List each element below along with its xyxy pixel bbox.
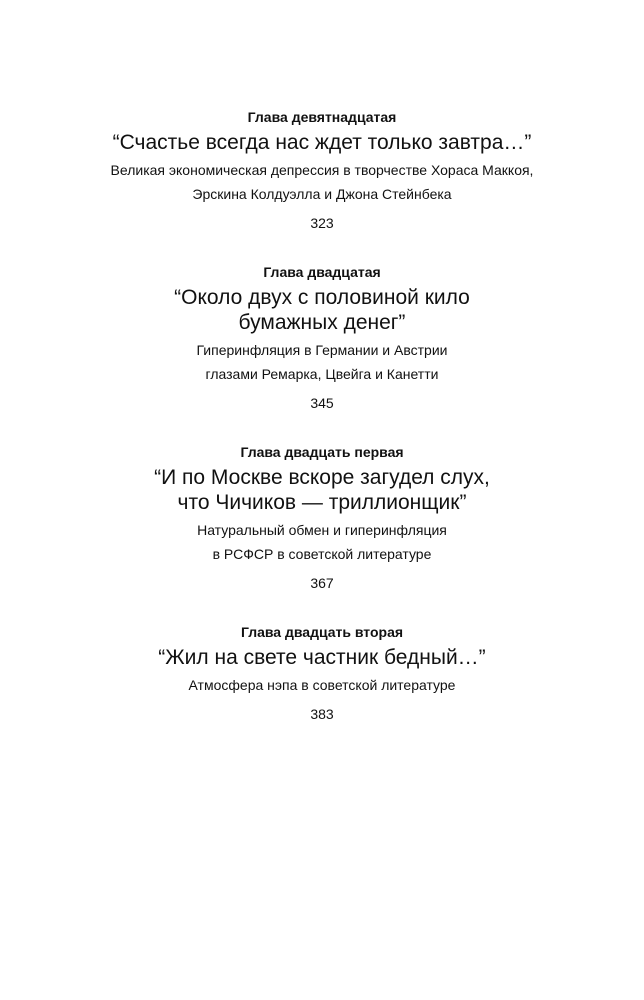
chapter-entry [0, 623, 644, 723]
chapter-title [0, 285, 644, 335]
chapter-page-number: 345 [310, 395, 334, 411]
chapter-subtitle-line: Эрскина Колдуэлла и Джона Стейнбека [192, 186, 452, 202]
chapter-title-line: “Около двух с половиной кило [174, 286, 470, 309]
chapter-label: Глава двадцатая [263, 264, 381, 280]
chapter-subtitle [0, 158, 644, 206]
chapter-subtitle-line: Натуральный обмен и гиперинфляция [197, 522, 447, 538]
chapter-subtitle [0, 518, 644, 566]
table-of-contents [0, 108, 644, 754]
chapter-entry [0, 263, 644, 412]
chapter-title-line: “Жил на свете частник бедный…” [158, 646, 486, 669]
chapter-subtitle-line: в РСФСР в советской литературе [212, 546, 432, 562]
chapter-subtitle [0, 673, 644, 697]
chapter-title-line: что Чичиков — триллионщик” [177, 491, 467, 514]
chapter-page-number: 383 [310, 706, 334, 722]
chapter-label: Глава двадцать вторая [240, 624, 404, 640]
chapter-entry [0, 443, 644, 592]
chapter-title [0, 645, 644, 670]
chapter-title-line: бумажных денег” [238, 311, 406, 334]
chapter-subtitle-line: глазами Ремарка, Цвейга и Канетти [205, 366, 439, 382]
chapter-page-number: 367 [310, 575, 334, 591]
chapter-label: Глава девятнадцатая [247, 109, 397, 125]
chapter-title-line: “И по Москве вскоре загудел слух, [154, 466, 490, 489]
chapter-title-line: “Счастье всегда нас ждет только завтра…” [112, 131, 532, 154]
chapter-subtitle-line: Атмосфера нэпа в советской литературе [188, 677, 456, 693]
chapter-title [0, 465, 644, 515]
chapter-label: Глава двадцать первая [240, 444, 404, 460]
chapter-title [0, 130, 644, 155]
chapter-subtitle-line: Гиперинфляция в Германии и Австрии [196, 342, 448, 358]
chapter-entry [0, 108, 644, 232]
chapter-subtitle [0, 338, 644, 386]
chapter-page-number: 323 [310, 215, 334, 231]
chapter-subtitle-line: Великая экономическая депрессия в творчестве Хораса Маккоя, [110, 162, 534, 178]
